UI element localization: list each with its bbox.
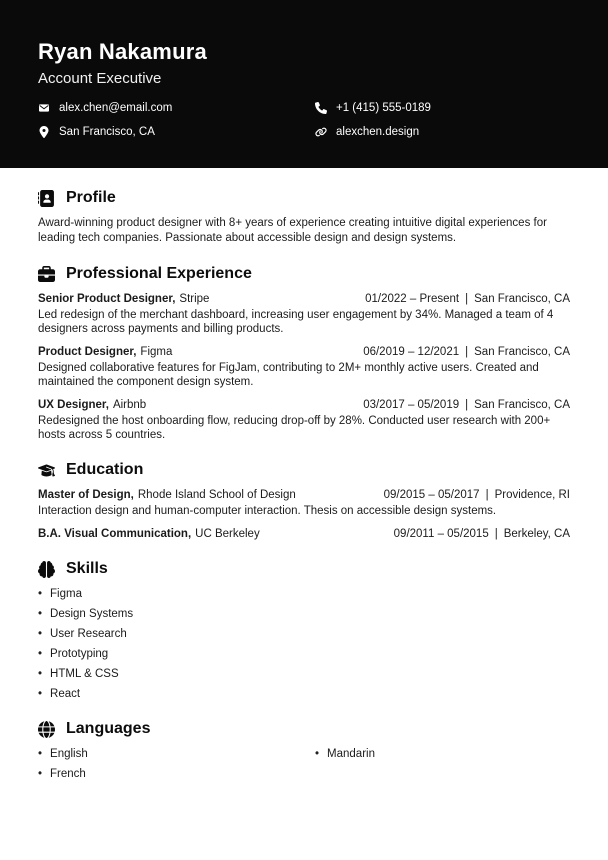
skill-item: • Figma [38,587,570,601]
address-book-icon [38,190,55,207]
job-entry [38,292,570,336]
job-description: Designed collaborative features for FigJam, contributing to 2M+ monthly active users. Created and maintained the component design system. [38,362,539,388]
degree-location: Providence, RI [494,489,570,501]
pipe-separator: | [465,399,469,411]
briefcase-icon [38,266,55,283]
resume-body [0,168,608,787]
header [0,0,608,168]
degree-title-line [38,527,260,541]
languages-list [38,747,570,787]
job-location: San Francisco, CA [474,346,570,358]
education-heading [38,460,570,480]
experience-heading [38,264,570,284]
section-languages [38,719,570,787]
job-title-line [38,345,172,359]
section-title: Skills [66,560,108,577]
language-item: • Mandarin [315,747,570,761]
contact-phone[interactable] [315,101,570,115]
skill-item: • User Research [38,627,570,641]
job-meta [363,398,570,412]
skill-item: • Prototyping [38,647,570,661]
map-pin-icon [38,126,50,138]
phone-icon [315,102,327,114]
degree-school: Rhode Island School of Design [137,489,296,501]
brain-icon [38,561,55,578]
graduation-cap-icon [38,462,55,479]
link-icon [315,126,327,138]
job-company: Airbnb [112,399,147,411]
job-title-line [38,398,146,412]
job-title: UX Designer, [38,399,109,411]
pipe-separator: | [485,489,489,501]
contact-grid [38,101,570,139]
degree-entry [38,488,570,518]
skill-item: • React [38,687,570,701]
section-title: Languages [66,720,151,737]
section-skills [38,559,570,701]
job-description: Redesigned the host onboarding flow, reducing drop-off by 28%. Conducted user research with 200+ hosts across 5 countries. [38,415,551,441]
job-title: Senior Product Designer, [38,293,176,305]
email-text: alex.chen@email.com [59,102,173,115]
job-dates: 03/2017 – 05/2019 [363,399,460,411]
section-experience [38,264,570,442]
job-location: San Francisco, CA [474,293,570,305]
languages-heading [38,719,570,739]
skill-item: • Design Systems [38,607,570,621]
degree-dates: 09/2015 – 05/2017 [383,489,480,501]
degree-meta [384,488,570,502]
section-profile [38,188,570,246]
website-text: alexchen.design [336,126,420,139]
pipe-separator: | [465,293,469,305]
contact-email[interactable] [38,101,315,115]
contact-website[interactable] [315,125,570,139]
job-location: San Francisco, CA [474,399,570,411]
profile-heading [38,188,570,208]
contact-location [38,125,315,139]
language-item: • French [38,767,315,781]
skills-list [38,587,570,701]
degree-title-line [38,488,296,502]
degree-school: UC Berkeley [195,528,260,540]
job-company: Stripe [179,293,210,305]
degree-title: Master of Design, [38,489,134,501]
job-entry [38,345,570,389]
pipe-separator: | [465,346,469,358]
job-description: Led redesign of the merchant dashboard, increasing user engagement by 34%. Managed a team of 4 designers across payments and billing products. [38,309,554,335]
pipe-separator: | [494,528,498,540]
section-education [38,460,570,541]
job-entry [38,398,570,442]
phone-text: +1 (415) 555-0189 [336,102,431,115]
degree-dates: 09/2011 – 05/2015 [393,528,489,540]
degree-entry [38,527,570,541]
globe-icon [38,721,55,738]
job-company: Figma [140,346,173,358]
job-dates: 06/2019 – 12/2021 [363,346,460,358]
job-meta [365,292,570,306]
person-name: Ryan Nakamura [38,39,207,64]
job-title: Account Executive [38,70,162,88]
profile-text: Award-winning product designer with 8+ years of experience creating intuitive digital experiences for leading tech companies. Passionate about accessible design and design systems. [38,217,547,244]
skills-heading [38,559,570,579]
degree-location: Berkeley, CA [503,528,570,540]
degree-title: B.A. Visual Communication, [38,528,192,540]
section-title: Profile [66,189,116,206]
job-meta [363,345,570,359]
section-title: Education [66,461,144,478]
job-title-line [38,292,209,306]
location-text: San Francisco, CA [59,126,155,139]
skill-item: • HTML & CSS [38,667,570,681]
section-title: Professional Experience [66,265,252,282]
job-title: Product Designer, [38,346,137,358]
degree-meta [394,527,570,541]
job-dates: 01/2022 – Present [365,293,460,305]
language-item: • English [38,747,315,761]
envelope-icon [38,102,50,114]
degree-description: Interaction design and human-computer interaction. Thesis on accessible design systems. [38,505,497,517]
